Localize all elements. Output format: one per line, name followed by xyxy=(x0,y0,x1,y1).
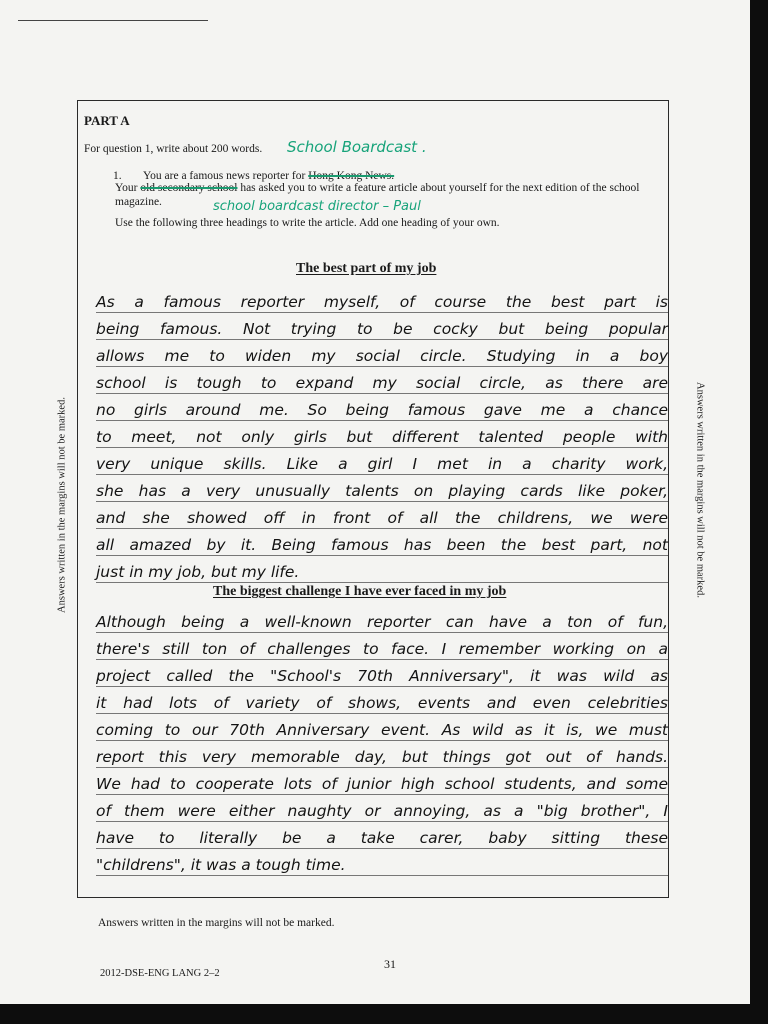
top-rule xyxy=(18,20,208,21)
footer-margin-note: Answers written in the margins will not be marked. xyxy=(98,917,335,929)
answer-line: all amazed by it. Being famous has been the best part, not xyxy=(96,529,668,556)
heading-best-part: The best part of my job xyxy=(296,261,437,276)
answer-line: "childrens", it was a tough time. xyxy=(96,849,668,876)
part-label: PART A xyxy=(84,113,130,128)
struck-text-hong-kong-news: Hong Kong News. xyxy=(308,170,395,182)
answer-line: coming to our 70th Anniversary event. As wild as it is, we must xyxy=(96,714,668,741)
answer-line: Although being a well-known reporter can have a ton of fun, xyxy=(96,606,668,633)
question-line-2-rest: has asked you to write a feature article about yourself for the next edition of the school magazine. xyxy=(115,182,640,208)
answer-line: to meet, not only girls but different talented people with xyxy=(96,421,668,448)
left-margin-note: Answers written in the margins will not be marked. xyxy=(56,397,68,613)
struck-text-old-school: old secondary school xyxy=(140,182,238,194)
heading-biggest-challenge: The biggest challenge I have ever faced in my job xyxy=(213,584,507,599)
answer-line: it had lots of variety of shows, events and even celebrities xyxy=(96,687,668,714)
exam-code: 2012-DSE-ENG LANG 2–2 xyxy=(100,968,220,979)
answer-line: We had to cooperate lots of junior high school students, and some xyxy=(96,768,668,795)
right-margin-note: Answers written in the margins will not be marked. xyxy=(694,382,706,598)
answer-line: no girls around me. So being famous gave me a chance xyxy=(96,394,668,421)
answer-line: allows me to widen my social circle. Studying in a boy xyxy=(96,340,668,367)
answer-line: very unique skills. Like a girl I met in a charity work, xyxy=(96,448,668,475)
scan-edge-right xyxy=(750,0,768,1024)
answer-line: report this very memorable day, but things got out of hands. xyxy=(96,741,668,768)
handwritten-title-note: School Boardcast . xyxy=(287,138,427,156)
handwritten-role-note: school boardcast director – Paul xyxy=(213,199,421,214)
question-line-2-prefix: Your xyxy=(115,182,138,194)
scan-edge-bottom xyxy=(0,1004,768,1024)
question-line-1-prefix: You are a famous news reporter for xyxy=(143,170,306,182)
question-line-3: Use the following three headings to write the article. Add one heading of your own. xyxy=(115,217,500,229)
page-number: 31 xyxy=(384,957,396,971)
answer-line: As a famous reporter myself, of course the best part is xyxy=(96,286,668,313)
answer-line: she has a very unusually talents on playing cards like poker, xyxy=(96,475,668,502)
question-number: 1. xyxy=(113,170,122,182)
answer-line: of them were either naughty or annoying, as a "big brother", I xyxy=(96,795,668,822)
answer-line: project called the "School's 70th Anniversary", it was wild as xyxy=(96,660,668,687)
answer-line: just in my job, but my life. xyxy=(96,556,668,583)
instruction: For question 1, write about 200 words. xyxy=(84,143,263,155)
answer-line: have to literally be a take carer, baby sitting these xyxy=(96,822,668,849)
answer-line: and she showed off in front of all the childrens, we were xyxy=(96,502,668,529)
answer-line: there's still ton of challenges to face. I remember working on a xyxy=(96,633,668,660)
answer-line: school is tough to expand my social circle, as there are xyxy=(96,367,668,394)
answer-line: being famous. Not trying to be cocky but being popular xyxy=(96,313,668,340)
